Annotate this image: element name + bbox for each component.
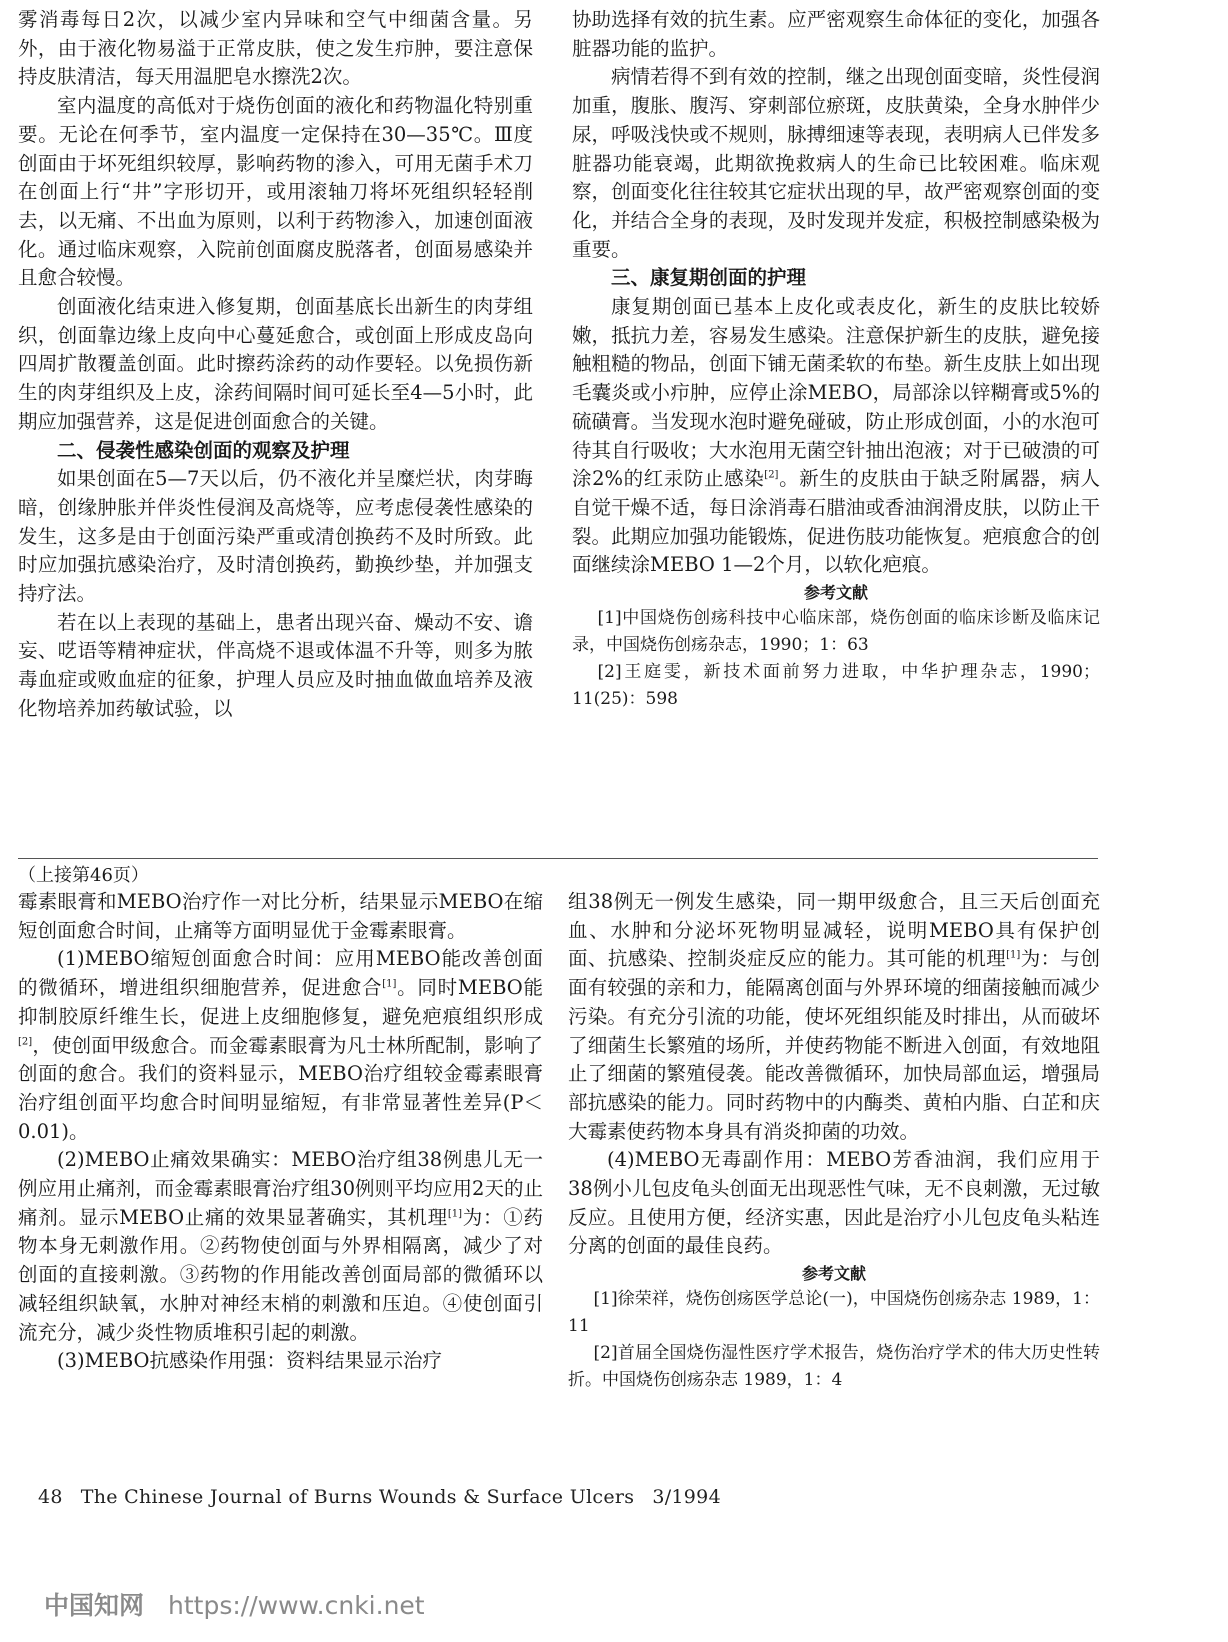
top-left-column: [18, 6, 533, 724]
text-run: 为：与创面有较强的亲和力，能隔离创面与外界环境的细菌接触而减少污染。有充分引流的功能，使坏死组织能及时排出，从而破坏了细菌生长繁殖的场所，并使药物能不断进入创面，有效地阻止了细菌的繁殖侵袭。能改善微循环，加快局部血运，增强局部抗感染的能力。同时药物中的内酶类、黄柏内脂、白芷和庆大霉素使药物本身具有消炎抑菌的功效。: [568, 947, 1100, 1143]
bottom-left-column: [18, 888, 543, 1376]
body-paragraph: [572, 293, 1100, 580]
body-paragraph: [18, 945, 543, 1146]
citation-ref: [2]: [764, 469, 779, 481]
text-run: 。同时MEBO能抑制胶原纤维生长，促进上皮细胞修复，避免疤痕组织形成: [18, 976, 543, 1028]
section-divider: [18, 858, 1098, 859]
body-paragraph: 霉素眼膏和MEBO治疗作一对比分析，结果显示MEBO在缩短创面愈合时间，止痛等方面明显优于金霉素眼膏。: [18, 890, 543, 942]
citation-ref: [2]: [18, 1036, 33, 1048]
section-heading: 三、康复期创面的护理: [611, 266, 807, 290]
watermark: [44, 1586, 425, 1622]
body-paragraph: 协助选择有效的抗生素。应严密观察生命体征的变化，加强各脏器功能的监护。: [572, 8, 1100, 60]
continued-label: （上接第46页）: [18, 865, 149, 886]
citation-ref: [1]: [447, 1208, 463, 1220]
body-paragraph: 创面液化结束进入修复期，创面基底长出新生的肉芽组织，创面靠边缘上皮向中心蔓延愈合，或创面上形成皮岛向四周扩散覆盖创面。此时擦药涂药的动作要轻。以免损伤新生的肉芽组织及上皮，涂药间隔时间可延长至4—5小时，此期应加强营养，这是促进创面愈合的关键。: [18, 295, 533, 433]
body-paragraph: (3)MEBO抗感染作用强：资料结果显示治疗: [57, 1349, 443, 1373]
body-paragraph: 如果创面在5—7天以后，仍不液化并呈糜烂状，肉芽晦暗，创缘肿胀并伴炎性侵润及高烧等，应考虑侵袭性感染的发生，这多是由于创面污染严重或清创换药不及时所致。此时应加强抗感染治疗，及时清创换药，勤换纱垫，并加强支持疗法。: [18, 467, 533, 606]
reference-item: [2]王庭雯，新技术面前努力进取，中华护理杂志，1990；11(25)：598: [572, 662, 1100, 710]
reference-item: [1]中国烧伤创疡科技中心临床部，烧伤创面的临床诊断及临床记录，中国烧伤创疡杂志，1990；1：63: [572, 608, 1100, 656]
text-run: 为：①药物本身无刺激作用。②药物使创面与外界相隔离，减少了对创面的直接刺激。③药物的作用能改善创面局部的微循环以减轻组织缺氧，水肿对神经末梢的刺激和压迫。④使创面引流充分，减少炎性物质堆积引起的刺激。: [18, 1205, 543, 1344]
bottom-right-column: [568, 888, 1100, 1394]
body-paragraph: [18, 1146, 543, 1347]
text-run: (1)MEBO缩短创面愈合时间：应用MEBO能改善创面的微循环，增进组织细胞营养，促进愈合: [18, 947, 543, 1000]
text-run: ，使创面甲级愈合。而金霉素眼膏为凡士林所配制，影响了创面的愈合。我们的资料显示，MEBO治疗组较金霉素眼膏治疗组创面平均愈合时间明显缩短，有非常显著性差异(P＜0.01)。: [18, 1033, 543, 1143]
reference-item: [1]徐荣祥，烧伤创疡医学总论(一)，中国烧伤创疡杂志 1989，1：11: [568, 1289, 1100, 1337]
text-run: 组38例无一例发生感染，同一期甲级愈合，且三天后创面充血、水肿和分泌坏死物明显减轻，说明MEBO具有保护创面、抗感染、控制炎症反应的能力。其可能的机理: [568, 890, 1100, 971]
section-heading: 二、侵袭性感染创面的观察及护理: [57, 438, 350, 462]
text-run: 康复期创面已基本上皮化或表皮化，新生的皮肤比较娇嫩，抵抗力差，容易发生感染。注意保护新生的皮肤，避免接触粗糙的物品，创面下铺无菌柔软的布垫。新生皮肤上如出现毛囊炎或小疖肿，应停止涂MEBO，局部涂以锌糊膏或5%的硫磺膏。当发现水泡时避免碰破，防止形成创面，小的水泡可待其自行吸收；大水泡用无菌空针抽出泡液；对于已破溃的可涂2%的红汞防止感染: [572, 295, 1100, 491]
body-paragraph: 病情若得不到有效的控制，继之出现创面变暗，炎性侵润加重，腹胀、腹泻、穿刺部位瘀斑，皮肤黄染，全身水肿伴少尿，呼吸浅快或不规则，脉搏细速等表现，表明病人已伴发多脏器功能衰竭，此期欲挽救病人的生命已比较困难。临床观察，创面变化往往较其它症状出现的早，故严密观察创面的变化，并结合全身的表现，及时发现并发症，积极控制感染极为重要。: [572, 65, 1100, 261]
body-paragraph: [568, 888, 1100, 1146]
references-heading: 参考文献: [803, 583, 868, 603]
top-right-column: [572, 6, 1100, 713]
body-paragraph: (4)MEBO无毒副作用：MEBO芳香油润，我们应用于38例小儿包皮龟头创面无出现恶性气味，无不良刺激，无过敏反应。且使用方便，经济实惠，因此是治疗小儿包皮龟头粘连分离的创面的最佳良药。: [568, 1148, 1100, 1258]
citation-ref: [1]: [382, 978, 397, 990]
body-paragraph: 雾消毒每日2次，以减少室内异味和空气中细菌含量。另外，由于液化物易溢于正常皮肤，使之发生疖肿，要注意保持皮肤清洁，每天用温肥皂水擦洗2次。: [18, 8, 533, 89]
body-paragraph: 若在以上表现的基础上，患者出现兴奋、燥动不安、谵妄、呓语等精神症状，伴高烧不退或体温不升等，则多为脓毒血症或败血症的征象，护理人员应及时抽血做血培养及液化物培养加药敏试验，以: [18, 610, 533, 720]
watermark-site-name: 中国知网: [44, 1591, 145, 1620]
body-paragraph: 室内温度的高低对于烧伤创面的液化和药物温化特别重要。无论在何季节，室内温度一定保持在30—35℃。Ⅲ度创面由于坏死组织较厚，影响药物的渗入，可用无菌手术刀在创面上行“井”字形切开，或用滚轴刀将坏死组织轻轻削去，以无痛、不出血为原则，以利于药物渗入，加速创面液化。通过临床观察，入院前创面腐皮脱落者，创面易感染并且愈合较慢。: [18, 94, 533, 290]
citation-ref: [1]: [1006, 949, 1021, 961]
page-footer: [38, 1486, 739, 1508]
references-heading: 参考文献: [801, 1264, 866, 1284]
journal-name: The Chinese Journal of Burns Wounds & Surface Ulcers: [80, 1486, 635, 1508]
issue-number: 3/1994: [652, 1486, 721, 1508]
text-run: 。新生的皮肤由于缺乏附属器，病人自觉干燥不适，每日涂消毒石腊油或香油润滑皮肤，以防止干裂。此期应加强功能锻炼，促进伤肢功能恢复。疤痕愈合的创面继续涂MEBO 1—2个月，以软化疤痕。: [572, 467, 1100, 577]
page-number: 48: [38, 1486, 63, 1508]
text-run: (2)MEBO止痛效果确实：MEBO治疗组38例患儿无一例应用止痛剂，而金霉素眼膏治疗组30例则平均应用2天的止痛剂。显示MEBO止痛的效果显著确实，其机理: [18, 1148, 543, 1229]
watermark-url: https://www.cnki.net: [168, 1591, 425, 1620]
reference-item: [2]首届全国烧伤湿性医疗学术报告，烧伤治疗学术的伟大历史性转折。中国烧伤创疡杂志 1989，1：4: [568, 1343, 1100, 1391]
